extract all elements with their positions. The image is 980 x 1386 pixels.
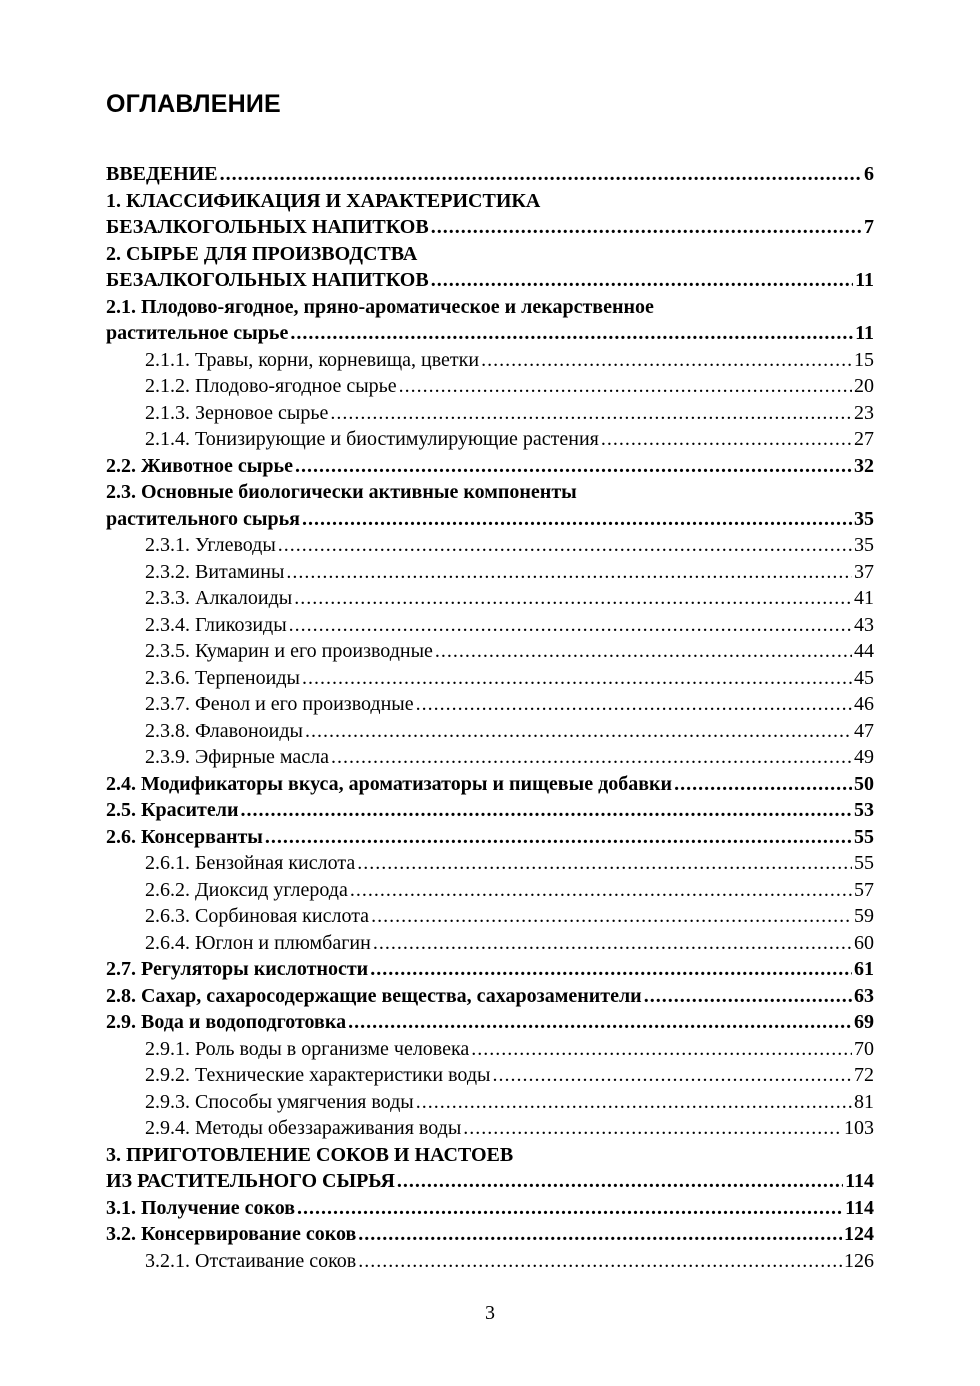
- dot-leader: [295, 453, 852, 480]
- toc-entry-page: 69: [854, 1011, 874, 1033]
- toc-entry-page: 72: [854, 1064, 874, 1086]
- toc-entry-page: 47: [854, 719, 874, 742]
- toc-entry-page: 11: [855, 269, 874, 291]
- toc-entry-page: 37: [854, 560, 874, 583]
- toc-entry-title: 2.9.4. Методы обеззараживания воды: [145, 1117, 462, 1139]
- toc-entry-title: 2.3.2. Витамины: [145, 560, 285, 583]
- toc-entry-title: 2.7. Регуляторы кислотности: [106, 958, 369, 980]
- toc-entry[interactable]: [106, 161, 874, 188]
- toc-entry-title: 2.3.1. Углеводы: [145, 534, 276, 556]
- dot-leader: [305, 718, 852, 745]
- toc-entry[interactable]: [106, 426, 874, 453]
- toc-entry-page: 103: [844, 1117, 874, 1139]
- toc-entry[interactable]: [106, 956, 874, 983]
- dot-leader: [302, 506, 852, 533]
- toc-entry-page: 63: [854, 984, 874, 1007]
- toc-entry[interactable]: [106, 797, 874, 824]
- dot-leader: [331, 744, 852, 771]
- toc-entry-title: 2.9.2. Технические характеристики воды: [145, 1064, 491, 1086]
- toc-entry-title: 2.3.7. Фенол и его производные: [145, 693, 414, 715]
- toc-entry-title: 1. КЛАССИФИКАЦИЯ И ХАРАКТЕРИСТИКА: [106, 189, 541, 212]
- toc-entry-page: 81: [854, 1090, 874, 1113]
- toc-entry-page: 41: [854, 587, 874, 609]
- dot-leader: [431, 214, 862, 241]
- toc-entry[interactable]: [106, 877, 874, 904]
- toc-entry[interactable]: [106, 983, 874, 1010]
- toc-entry-page: 59: [854, 905, 874, 927]
- toc-entry-page: 55: [854, 825, 874, 848]
- toc-entry-title: ВВЕДЕНИЕ: [106, 163, 218, 185]
- dot-leader: [348, 1009, 852, 1036]
- toc-entry-page: 50: [854, 772, 874, 795]
- toc-entry-title: 2.9.1. Роль воды в организме человека: [145, 1037, 470, 1060]
- toc-entry[interactable]: [106, 612, 874, 639]
- dot-leader: [294, 585, 852, 612]
- dot-leader: [416, 1089, 852, 1116]
- toc-entry[interactable]: [106, 214, 874, 241]
- dot-leader: [358, 1221, 842, 1248]
- toc-entry-page: 27: [854, 428, 874, 450]
- toc-entry-title: 2.3.3. Алкалоиды: [145, 587, 293, 609]
- toc-entry-title: 2.3.6. Терпеноиды: [145, 666, 300, 689]
- toc-entry[interactable]: [106, 1062, 874, 1089]
- page-title: ОГЛАВЛЕНИЕ: [106, 90, 281, 118]
- toc-entry[interactable]: [106, 903, 874, 930]
- toc-entry[interactable]: [106, 585, 874, 612]
- toc-entry-page: 32: [854, 454, 874, 477]
- toc-entry[interactable]: [106, 1221, 874, 1248]
- dot-leader: [358, 1248, 842, 1275]
- toc-entry[interactable]: [106, 1248, 874, 1275]
- toc-entry-title: растительное сырье: [106, 322, 289, 344]
- toc-entry[interactable]: [106, 1168, 874, 1195]
- dot-leader: [357, 850, 852, 877]
- toc-entry-title: 2.6.2. Диоксид углерода: [145, 878, 348, 901]
- dot-leader: [290, 320, 853, 347]
- toc-entry-title: 3.2.1. Отстаивание соков: [145, 1249, 357, 1272]
- toc-entry-title: 2.1.4. Тонизирующие и биостимулирующие растения: [145, 428, 599, 450]
- toc-entry-page: 15: [854, 348, 874, 371]
- toc-entry-title: 3. ПРИГОТОВЛЕНИЕ СОКОВ И НАСТОЕВ: [106, 1143, 514, 1166]
- dot-leader: [471, 1036, 852, 1063]
- toc-entry-title: 2.5. Красители: [106, 799, 239, 821]
- dot-leader: [397, 1168, 843, 1195]
- toc-entry-page: 43: [854, 613, 874, 636]
- toc-entry-page: 70: [854, 1037, 874, 1060]
- dot-leader: [370, 956, 852, 983]
- dot-leader: [674, 771, 852, 798]
- toc-entry-page: 35: [854, 507, 874, 530]
- toc-entry-title: 2.4. Модификаторы вкуса, ароматизаторы и пищевые добавки: [106, 772, 673, 795]
- toc-entry[interactable]: [106, 479, 874, 506]
- dot-leader: [373, 930, 852, 957]
- dot-leader: [601, 426, 852, 453]
- toc-entry[interactable]: [106, 1195, 874, 1222]
- toc-entry[interactable]: [106, 638, 874, 665]
- dot-leader: [399, 373, 852, 400]
- toc-entry[interactable]: [106, 188, 874, 215]
- toc-entry[interactable]: [106, 771, 874, 798]
- toc-entry[interactable]: [106, 267, 874, 294]
- dot-leader: [492, 1062, 852, 1089]
- toc-entry-title: 2.1. Плодово-ягодное, пряно-ароматическое и лекарственное: [106, 295, 654, 318]
- toc-entry-title: 2.2. Животное сырье: [106, 454, 293, 477]
- toc-entry-page: 45: [854, 666, 874, 689]
- toc-entry-page: 44: [854, 640, 874, 662]
- toc-entry-page: 114: [845, 1196, 874, 1219]
- toc-entry-title: 2.3. Основные биологически активные компоненты: [106, 481, 577, 503]
- toc-entry-title: ИЗ РАСТИТЕЛЬНОГО СЫРЬЯ: [106, 1170, 395, 1192]
- toc-entry-title: 3.1. Получение соков: [106, 1196, 296, 1219]
- toc-entry-title: 2.9.3. Способы умягчения воды: [145, 1090, 414, 1113]
- dot-leader: [463, 1115, 842, 1142]
- toc-entry-title: 3.2. Консервирование соков: [106, 1223, 357, 1245]
- toc-entry[interactable]: [106, 320, 874, 347]
- toc-entry[interactable]: [106, 930, 874, 957]
- toc-entry[interactable]: [106, 850, 874, 877]
- toc-entry[interactable]: [106, 744, 874, 771]
- toc-entry[interactable]: [106, 506, 874, 533]
- toc-entry[interactable]: [106, 453, 874, 480]
- toc-entry-title: 2.3.8. Флавоноиды: [145, 719, 303, 742]
- dot-leader: [240, 797, 852, 824]
- toc-entry-page: 7: [864, 216, 874, 238]
- toc-entry[interactable]: [106, 691, 874, 718]
- toc-entry-page: 20: [854, 375, 874, 397]
- toc-entry-page: 57: [854, 878, 874, 901]
- toc-entry[interactable]: [106, 1089, 874, 1116]
- toc-entry-title: 2.1.3. Зерновое сырье: [145, 401, 329, 424]
- dot-leader: [220, 161, 862, 188]
- table-of-contents: [106, 161, 874, 1274]
- toc-entry-page: 35: [854, 534, 874, 556]
- dot-leader: [302, 665, 852, 692]
- dot-leader: [297, 1195, 843, 1222]
- toc-entry[interactable]: [106, 400, 874, 427]
- toc-entry-title: 2.9. Вода и водоподготовка: [106, 1011, 347, 1033]
- dot-leader: [278, 532, 852, 559]
- toc-entry-title: БЕЗАЛКОГОЛЬНЫХ НАПИТКОВ: [106, 269, 429, 291]
- toc-entry[interactable]: [106, 532, 874, 559]
- toc-entry-title: 2.6.4. Юглон и плюмбагин: [145, 931, 371, 954]
- toc-entry-title: 2.3.5. Кумарин и его производные: [145, 640, 433, 662]
- dot-leader: [286, 559, 852, 586]
- toc-entry[interactable]: [106, 559, 874, 586]
- toc-entry-page: 126: [844, 1249, 874, 1272]
- toc-entry-title: растительного сырья: [106, 507, 300, 530]
- toc-entry-title: 2. СЫРЬЕ ДЛЯ ПРОИЗВОДСТВА: [106, 242, 418, 265]
- toc-entry[interactable]: [106, 294, 874, 321]
- toc-entry-page: 23: [854, 401, 874, 424]
- toc-entry[interactable]: [106, 373, 874, 400]
- toc-entry-title: БЕЗАЛКОГОЛЬНЫХ НАПИТКОВ: [106, 216, 429, 238]
- dot-leader: [371, 903, 852, 930]
- toc-entry[interactable]: [106, 241, 874, 268]
- toc-entry-page: 11: [855, 322, 874, 344]
- dot-leader: [481, 347, 852, 374]
- toc-entry-title: 2.3.4. Гликозиды: [145, 613, 287, 636]
- toc-entry-page: 49: [854, 746, 874, 768]
- toc-entry-page: 60: [854, 931, 874, 954]
- toc-entry[interactable]: [106, 665, 874, 692]
- toc-entry-page: 46: [854, 693, 874, 715]
- dot-leader: [431, 267, 853, 294]
- dot-leader: [330, 400, 852, 427]
- dot-leader: [416, 691, 852, 718]
- toc-entry[interactable]: [106, 1115, 874, 1142]
- toc-entry[interactable]: [106, 1036, 874, 1063]
- toc-entry-title: 2.6.1. Бензойная кислота: [145, 852, 356, 874]
- toc-entry-page: 6: [864, 163, 874, 185]
- dot-leader: [350, 877, 852, 904]
- toc-entry-page: 124: [844, 1223, 874, 1245]
- toc-entry[interactable]: [106, 1142, 874, 1169]
- toc-entry[interactable]: [106, 347, 874, 374]
- dot-leader: [289, 612, 852, 639]
- dot-leader: [265, 824, 852, 851]
- toc-entry-title: 2.8. Сахар, сахаросодержащие вещества, сахарозаменители: [106, 984, 642, 1007]
- toc-entry[interactable]: [106, 824, 874, 851]
- toc-entry-page: 53: [854, 799, 874, 821]
- toc-entry-title: 2.6. Консерванты: [106, 825, 263, 848]
- dot-leader: [644, 983, 852, 1010]
- toc-entry-page: 114: [845, 1170, 874, 1192]
- toc-entry-title: 2.3.9. Эфирные масла: [145, 746, 330, 768]
- toc-entry[interactable]: [106, 1009, 874, 1036]
- toc-entry-title: 2.1.1. Травы, корни, корневища, цветки: [145, 348, 480, 371]
- toc-entry-title: 2.1.2. Плодово-ягодное сырье: [145, 375, 397, 397]
- toc-entry-title: 2.6.3. Сорбиновая кислота: [145, 905, 370, 927]
- dot-leader: [435, 638, 852, 665]
- toc-entry-page: 55: [854, 852, 874, 874]
- toc-entry-page: 61: [854, 958, 874, 980]
- toc-entry[interactable]: [106, 718, 874, 745]
- page-number: 3: [485, 1302, 495, 1324]
